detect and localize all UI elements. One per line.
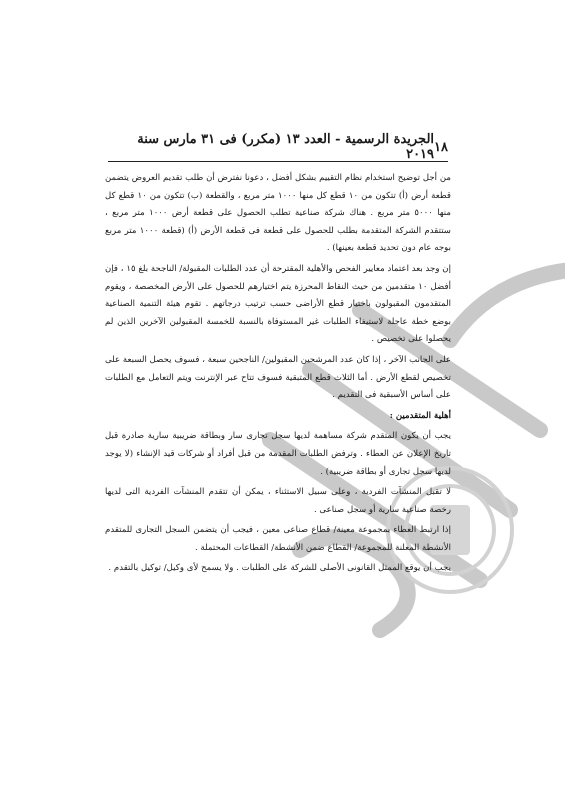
header-rule — [108, 161, 448, 162]
paragraph: إذا ارتبط العطاء بمجموعة معينة/ قطاع صناعى معين ، فيجب أن يتضمن السجل التجارى للمتقدم الأنشطة المعلنة للمجموعة/ القطاع ضمن الأنشطة/ القطاعات المحتملة . — [105, 525, 451, 553]
header-title: الجريدة الرسمية - العدد ١٣ (مكرر) فى ٣١ مارس سنة ٢٠١٩ — [137, 132, 435, 162]
page-number: ١٨ — [434, 139, 448, 155]
paragraph: إن وجد بعد اعتماد معايير الفحص والأهلية المقترحة أن عدد الطلبات المقبولة/ الناجحة بلغ ١٥ ، فإن أفضل ١٠ متقدمين من حيث النقاط المحرزة يتم اختيارهم للحصول على الأرض المخصصة ، ويقوم المتقدمون المقبولون باختيار قطع الأراضى حسب ترتيب درجاتهم . تقوم هيئة التنمية الصناعية بوضع خطة عاجلة لاستيفاء الطلبات غير المستوفاة بالنسبة للخمسة المقبولين الآخرين الذين لم يحصلوا على تخصيص . — [105, 263, 451, 345]
watermark-stroke — [450, 270, 565, 340]
paragraph: يجب أن يكون المتقدم شركة مساهمة لديها سجل تجارى سار وبطاقة ضريبية سارية صادرة قبل تاريخ الإعلان عن العطاء . وترفض الطلبات المقدمة من قبل أفراد أو شركات قيد الإنشاء (لا يوجد لديها سجل تجارى أو بطاقة ضريبية) . — [105, 431, 451, 477]
page-header — [108, 132, 448, 162]
paragraph: على الجانب الآخر ، إذا كان عدد المرشحين المقبولين/ الناجحين سبعة ، فسوف يحصل السبعة على تخصيص لقطع الأرض . أما الثلاث قطع المتبقية فسوف تتاح عبر الإنترنت ويتم التعامل مع الطلبات على أساس الأسبقية فى التقديم . — [105, 354, 451, 401]
section-heading: أهلية المتقدمين : — [389, 410, 451, 421]
body-text — [105, 170, 451, 581]
paragraph: من أجل توضيح استخدام نظام التقييم بشكل أفضل ، دعونا نفترض أن طلب تقديم العروض يتضمن قطعة أرض (أ) تتكون من ١٠ قطع كل منها ١٠٠٠ متر مربع ، والقطعة (ب) تتكون من ١٠ قطع كل منها ٥٠٠٠ متر مربع . هناك شركة صناعية تطلب الحصول على قطعة أرض ١٠٠٠ متر مربع ، ستتقدم الشركة المتقدمة بطلب للحصول على قطعة فى قطعة الأرض (أ) (قطعة ١٠٠٠ متر مربع بوجه عام دون تحديد قطعة بعينها) . — [105, 173, 451, 254]
paragraph: لا تقبل المنشآت الفردية ، وعلى سبيل الاستثناء ، يمكن أن تتقدم المنشآت الفردية التى لديها رخصة صناعية سارية أو سجل صناعى . — [105, 487, 451, 515]
paragraph: يجب أن يوقع الممثل القانونى الأصلى للشركة على الطلبات . ولا يسمح لأى وكيل/ توكيل بالتقدم . — [108, 563, 451, 574]
